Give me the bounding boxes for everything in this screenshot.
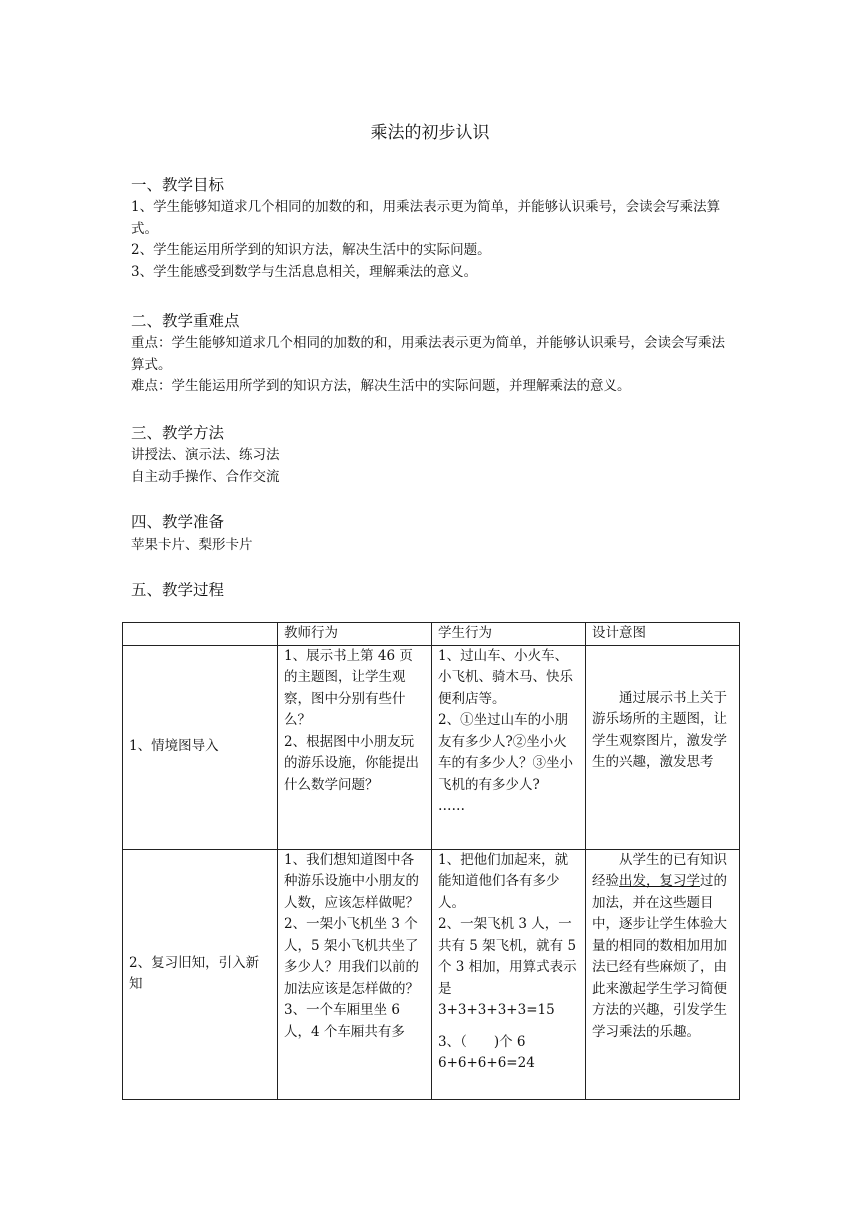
section-methods-body xyxy=(131,445,736,488)
student-cell xyxy=(432,849,586,1099)
teacher-line: 3、一个车厢里坐 6 人，4 个车厢共有多 xyxy=(284,1002,405,1040)
section-goals-body xyxy=(131,197,736,283)
section-process-heading: 五、教学过程 xyxy=(131,581,225,599)
design-text: 过的加法，并在这些题目中，逐步让学生体验大量的相同的数相加用加法已经有些麻烦了，由此来激起学生学习简便方法的兴趣，引发学生学习乘法的乐趣。 xyxy=(592,873,727,1040)
student-line: 2、①坐过山车的小朋友有多少人?②坐小火车的有多少人？③坐小飞机的有多少人? xyxy=(438,712,573,793)
section-goals-heading: 一、教学目标 xyxy=(131,176,225,194)
teacher-line: 2、一架小飞机坐 3 个人，5 架小飞机共坐了多少人？用我们以前的加法应该是怎样做的？ xyxy=(284,916,419,997)
section-methods-heading: 三、教学方法 xyxy=(131,424,225,442)
table-header-cell: 学生行为 xyxy=(432,623,586,646)
student-line: 6+6+6+6=24 xyxy=(438,1055,535,1071)
stage-cell: 2、复习旧知，引入新知 xyxy=(123,849,278,1099)
section-prep-body xyxy=(131,535,736,557)
teacher-line: 1、我们想知道图中各种游乐设施中小朋友的人数，应该怎样做呢？ xyxy=(284,851,419,911)
table-row xyxy=(123,849,740,1099)
prep-item: 苹果卡片、梨形卡片 xyxy=(131,537,253,553)
teacher-cell xyxy=(278,849,432,1099)
student-line: 3+3+3+3+3=15 xyxy=(438,1002,555,1018)
goal-item: 3、学生能感受到数学与生活息息相关，理解乘法的意义。 xyxy=(131,263,478,280)
teacher-line: 1、展示书上第 46 页的主题图，让学生观察，图中分别有些什么？ xyxy=(284,647,413,728)
student-line: 3、（ )个 6 xyxy=(438,1033,526,1050)
lesson-process-table xyxy=(122,622,740,1100)
page-title: 乘法的初步认识 xyxy=(370,123,490,143)
table-header-cell xyxy=(123,623,278,646)
teacher-cell xyxy=(278,645,432,849)
stage-cell: 1、情境图导入 xyxy=(123,645,278,849)
table-header-row xyxy=(123,623,740,646)
goal-item: 2、学生能运用所学到的知识方法，解决生活中的实际问题。 xyxy=(131,242,491,258)
section-keypoints-heading: 二、教学重难点 xyxy=(131,312,240,330)
section-prep-heading: 四、教学准备 xyxy=(131,513,225,531)
student-line: 1、过山车、小火车、小飞机、骑木马、快乐便利店等。 xyxy=(438,647,573,707)
goal-item: 1、学生能够知道求几个相同的加数的和，用乘法表示更为简单，并能够认识乘号，会读会写乘法算式。 xyxy=(131,199,721,237)
keypoint-item: 难点：学生能运用所学到的知识方法，解决生活中的实际问题，并理解乘法的意义。 xyxy=(131,378,631,394)
design-cell: 通过展示书上关于游乐场所的主题图，让学生观察图片，激发学生的兴趣，激发思考 xyxy=(586,645,740,849)
student-cell xyxy=(432,645,586,849)
table-header-cell: 教师行为 xyxy=(278,623,432,646)
student-line: …… xyxy=(438,798,465,814)
method-item: 自主动手操作、合作交流 xyxy=(131,468,280,485)
teacher-line: 2、根据图中小朋友玩的游乐设施，你能提出什么数学问题？ xyxy=(284,733,419,793)
table-row xyxy=(123,645,740,849)
keypoint-item: 重点：学生能够知道求几个相同的加数的和，用乘法表示更为简单，并能够认识乘号，会读会写乘法算式。 xyxy=(131,335,725,373)
design-cell xyxy=(586,849,740,1099)
method-item: 讲授法、演示法、练习法 xyxy=(131,447,280,463)
student-line: 2、一架飞机 3 人，一共有 5 架飞机，就有 5 个 3 相加，用算式表示是 xyxy=(438,916,577,997)
student-line: 1、把他们加起来，就能知道他们各有多少人。 xyxy=(438,851,569,911)
table-header-cell: 设计意图 xyxy=(586,623,740,646)
design-text-underlined: 出发，复习学 xyxy=(619,873,700,889)
design-text: 从学生的已有知识经验 xyxy=(592,851,727,889)
section-keypoints-body xyxy=(131,333,736,398)
